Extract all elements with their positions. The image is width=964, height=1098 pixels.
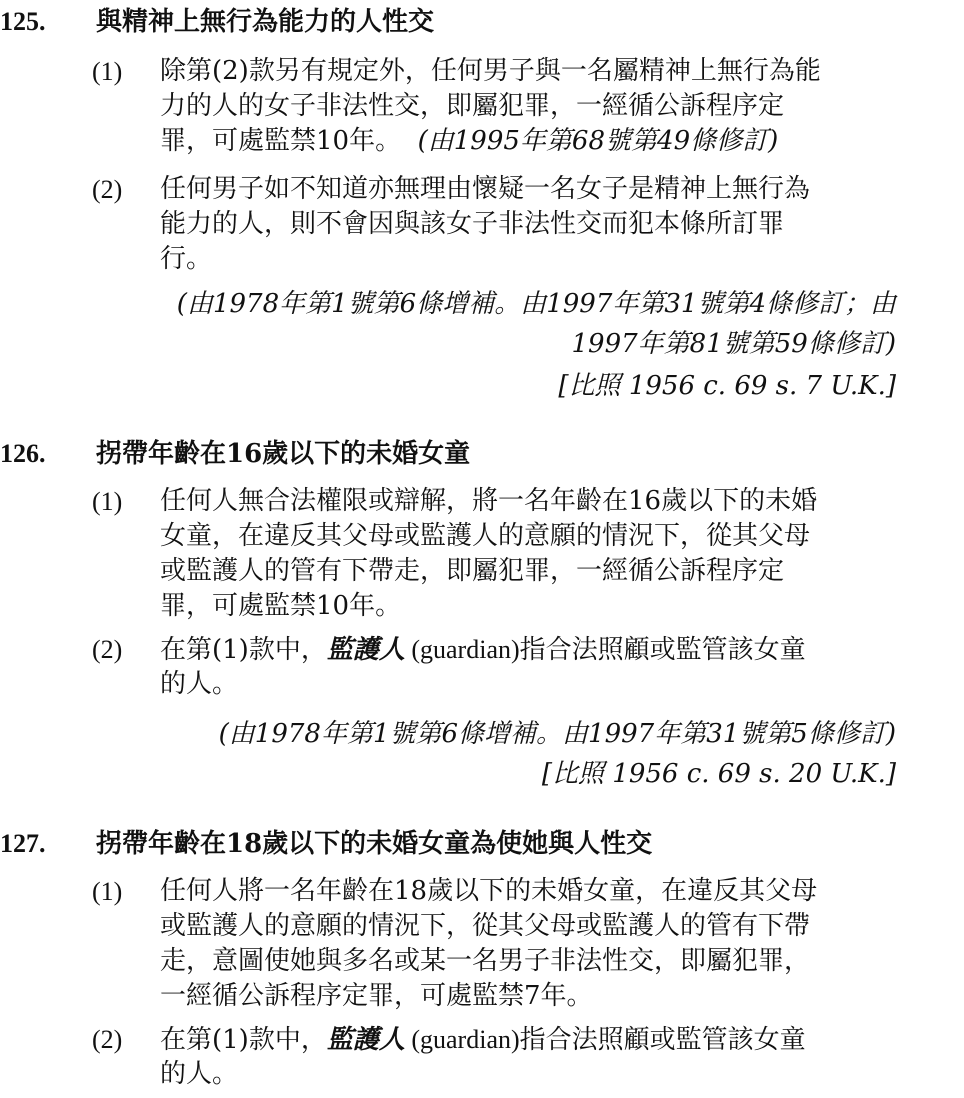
subsection-text xyxy=(160,484,900,624)
subsection-text xyxy=(160,1022,900,1092)
section-number: 126. xyxy=(0,439,46,468)
amendment-note: (由1978年第1號第6條增補。由1997年第31號第4條修訂；由 xyxy=(176,289,896,319)
text-line: 一經循公訴程序定罪，可處監禁7年。 xyxy=(160,981,593,1011)
text-line-main: 罪，可處監禁10年。 xyxy=(160,126,402,156)
subsection-number: (1) xyxy=(92,57,123,86)
reference-note: [比照 1956 c. 69 s. 7 U.K.] xyxy=(558,371,896,401)
text-line-main: 在第(1)款中， xyxy=(160,635,327,665)
text-line: 或監護人的意願的情況下，從其父母或監護人的管有下帶 xyxy=(160,911,811,941)
subsection-text xyxy=(160,54,900,159)
inline-amendment-note: (由1995年第68號第49條修訂) xyxy=(417,126,779,156)
section-number: 127. xyxy=(0,829,46,858)
text-line: 走，意圖使她與多名或某一名男子非法性交，即屬犯罪， xyxy=(160,946,811,976)
subsection-number: (2) xyxy=(92,175,123,204)
text-line xyxy=(160,632,900,667)
section-number: 125. xyxy=(0,7,46,36)
section-title: 與精神上無行為能力的人性交 xyxy=(96,7,435,37)
amendment-note: (由1978年第1號第6條增補。由1997年第31號第5條修訂) xyxy=(218,719,896,749)
text-line xyxy=(160,1022,900,1057)
subsection-number: (2) xyxy=(92,1025,123,1054)
defined-term: 監護人 xyxy=(326,635,405,665)
text-line: 任何男子如不知道亦無理由懷疑一名女子是精神上無行為 xyxy=(160,174,811,204)
section-heading xyxy=(0,2,964,42)
subsection-number: (1) xyxy=(92,487,123,516)
text-line: 除第(2)款另有規定外，任何男子與一名屬精神上無行為能 xyxy=(160,56,821,86)
text-line xyxy=(160,124,900,159)
definition-text: (guardian)指合法照顧或監管該女童 xyxy=(404,1025,806,1054)
text-line: 任何人無合法權限或辯解，將一名年齡在16歲以下的未婚 xyxy=(160,486,818,516)
text-line: 罪，可處監禁10年。 xyxy=(160,591,402,621)
text-line: 的人。 xyxy=(160,1059,239,1089)
section-heading xyxy=(0,434,964,474)
section-title: 拐帶年齡在16歲以下的未婚女童 xyxy=(96,439,471,469)
text-line: 能力的人，則不會因與該女子非法性交而犯本條所訂罪 xyxy=(160,209,785,239)
text-line: 女童，在違反其父母或監護人的意願的情況下，從其父母 xyxy=(160,521,811,551)
subsection-text xyxy=(160,172,900,277)
amendment-note-continued: 1997年第81號第59條修訂) xyxy=(571,329,896,359)
text-line: 行。 xyxy=(160,244,213,274)
subsection-text xyxy=(160,874,900,1014)
section-heading xyxy=(0,824,964,864)
text-line: 的人。 xyxy=(160,669,239,699)
reference-note: [比照 1956 c. 69 s. 20 U.K.] xyxy=(541,759,896,789)
subsection-text xyxy=(160,632,900,702)
section-title: 拐帶年齡在18歲以下的未婚女童為使她與人性交 xyxy=(96,829,653,859)
subsection-number: (1) xyxy=(92,877,123,906)
definition-text: (guardian)指合法照顧或監管該女童 xyxy=(404,635,806,664)
subsection-number: (2) xyxy=(92,635,123,664)
text-line: 力的人的女子非法性交，即屬犯罪，一經循公訴程序定 xyxy=(160,91,785,121)
text-line-main: 在第(1)款中， xyxy=(160,1025,327,1055)
defined-term: 監護人 xyxy=(326,1025,405,1055)
text-line: 任何人將一名年齡在18歲以下的未婚女童，在違反其父母 xyxy=(160,876,818,906)
text-line: 或監護人的管有下帶走，即屬犯罪，一經循公訴程序定 xyxy=(160,556,785,586)
